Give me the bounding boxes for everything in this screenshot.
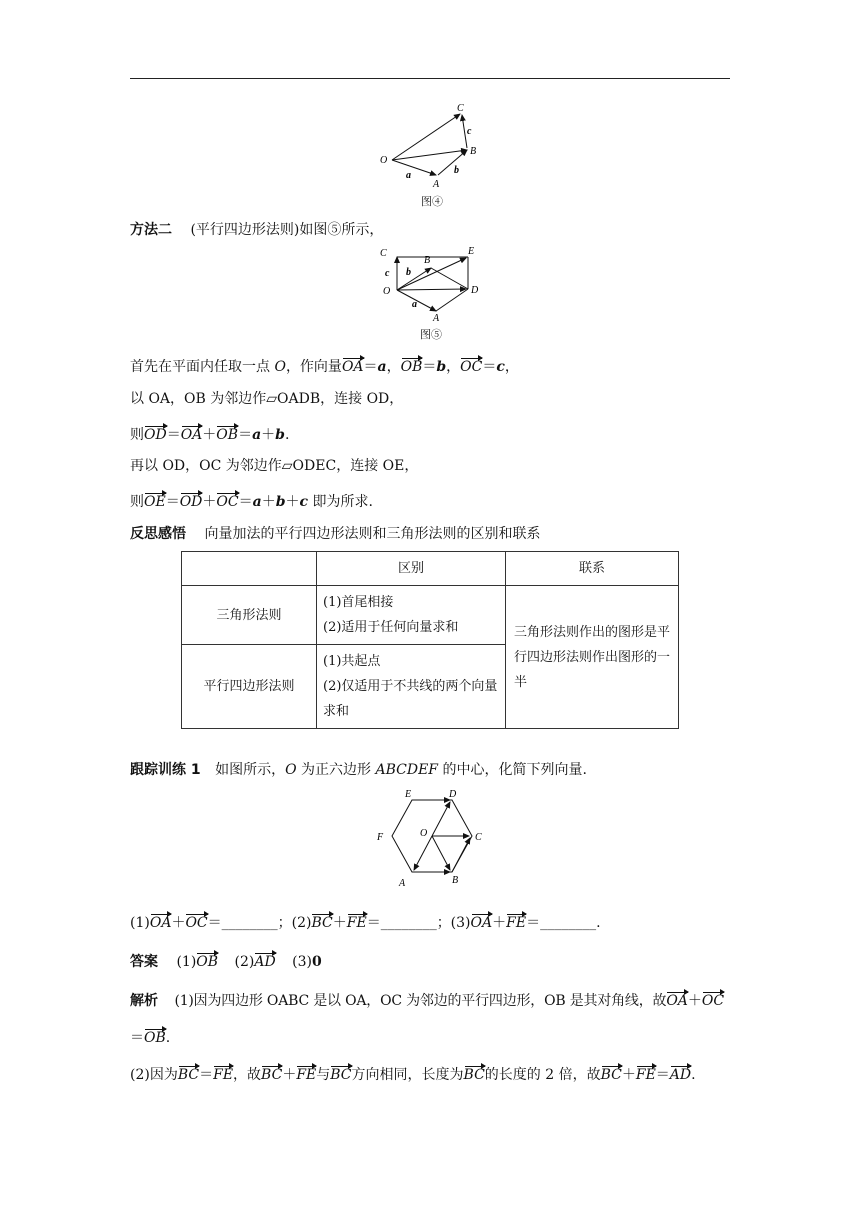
table-row-name: 平行四边形法则 [182, 645, 317, 729]
table-row-diff [317, 586, 506, 645]
analysis3-c: 与 [316, 1067, 331, 1083]
answer-2-label: (2) [234, 954, 255, 970]
step-line-5: 则OE＝OD＋OC＝a＋b＋c 即为所求. [130, 494, 373, 510]
step-line-4: 再以 OD，OC 为邻边作▱ODEC，连接 OE， [130, 458, 419, 474]
hex-label-a: A [399, 878, 406, 888]
step1-text-a: 首先在平面内任取一点 [130, 359, 275, 375]
table-row-diff [317, 645, 506, 729]
answer-3-label: (3) [292, 954, 312, 970]
fig5-label-e: E [468, 246, 475, 257]
step1-point-o: O [274, 359, 286, 375]
step-line-2: 以 OA，OB 为邻边作▱OADB，连接 OD， [130, 391, 404, 407]
fig4-label-c: C [457, 103, 464, 114]
top-rule [130, 78, 730, 79]
step5-prefix: 则 [130, 494, 144, 510]
fig4-vec-b: b [454, 165, 459, 176]
fig4-caption: 图④ [421, 195, 443, 208]
analysis3-b: ，故 [233, 1067, 262, 1083]
fig4-vec-a: a [406, 170, 411, 181]
step3-prefix: 则 [130, 427, 144, 443]
exercise-title: 跟踪训练 1 [130, 762, 201, 778]
answer-3-zero: 0 [312, 954, 322, 970]
fig5-label-a: A [433, 313, 440, 323]
hex-label-b: B [452, 875, 459, 886]
exercise-line [130, 759, 587, 779]
blank-2: ________ [380, 915, 437, 931]
diff-item: (1)首尾相接 [323, 595, 394, 610]
fig5-label-c: C [380, 248, 387, 259]
fig4-vec-c: c [467, 126, 472, 137]
diff-item: (1)共起点 [323, 654, 381, 669]
analysis-line-3: (2)因为BC＝FE，故BC＋FE与BC方向相同，长度为BC的长度的 2 倍，故BC＋FE＝AD. [130, 1067, 696, 1083]
hex-label-f: F [377, 832, 384, 843]
diff-item: (2)仅适用于不共线的两个向量求和 [323, 679, 498, 719]
step5-suffix: 即为所求. [312, 494, 373, 510]
table-header-relation: 联系 [506, 552, 679, 586]
table-row-name: 三角形法则 [182, 586, 317, 645]
answer-title: 答案 [130, 954, 158, 970]
hexagon-figure [372, 788, 492, 888]
analysis3-d: 方向相同，长度为 [351, 1067, 464, 1083]
fig5-caption: 图⑤ [420, 328, 442, 341]
fig5-label-o: O [383, 286, 391, 297]
method2-text: (平行四边形法则)如图⑤所示， [190, 222, 384, 238]
diff-item: (2)适用于任何向量求和 [323, 620, 459, 635]
fig5-vec-c: c [385, 268, 390, 279]
method2-line [130, 219, 383, 239]
reflection-text: 向量加法的平行四边形法则和三角形法则的区别和联系 [204, 526, 541, 542]
hex-label-c: C [475, 832, 482, 843]
analysis-text-1: (1)因为四边形 OABC 是以 OA，OC 为邻边的平行四边形，OB 是其对角线，故 [174, 993, 667, 1009]
analysis-title: 解析 [130, 993, 158, 1009]
fig5-vec-b: b [406, 267, 411, 278]
fig5-vec-a: a [412, 299, 417, 310]
fig5-label-b: B [424, 255, 431, 266]
reflection-line [130, 523, 540, 543]
table-header-blank [182, 552, 317, 586]
method2-title: 方法二 [130, 222, 172, 238]
fig4-label-b: B [470, 146, 477, 157]
blank-1: ________ [221, 915, 278, 931]
hex-label-o: O [420, 828, 428, 839]
answer-line: 答案 (1)OB (2)AD (3)0 [130, 954, 322, 970]
exercise-text-b: 为正六边形 [296, 762, 376, 778]
hex-label-d: D [449, 789, 457, 800]
analysis-line-2: ＝OB. [130, 1030, 171, 1046]
exercise-text-a: 如图所示， [215, 762, 286, 778]
comparison-table [181, 551, 679, 729]
answer-1-label: (1) [176, 954, 197, 970]
step-line-1: 首先在平面内任取一点 O，作向量OA＝a，OB＝b，OC＝c， [130, 359, 519, 375]
exercise-hexagon-name: ABCDEF [375, 762, 438, 778]
fig5-label-d: D [471, 285, 479, 296]
questions-line: (1)OA＋OC＝________；(2)BC＋FE＝________；(3)OA＋FE＝________. [130, 915, 601, 931]
table-header-row [182, 552, 679, 586]
blank-3: ________ [540, 915, 597, 931]
step1-text-b: ，作向量 [285, 359, 342, 375]
table-relation: 三角形法则作出的图形是平行四边形法则作出图形的一半 [506, 586, 679, 729]
table-row [182, 586, 679, 645]
analysis3-e: 的长度的 2 倍，故 [484, 1067, 601, 1083]
fig4-label-o: O [380, 155, 388, 166]
analysis-line-1: 解析 (1)因为四边形 OABC 是以 OA，OC 为邻边的平行四边形，OB 是其对角线，故OA＋OC [130, 993, 725, 1009]
table-header-diff: 区别 [317, 552, 506, 586]
exercise-point-o: O [285, 762, 297, 778]
reflection-title: 反思感悟 [130, 526, 186, 542]
analysis3-a: (2)因为 [130, 1067, 178, 1083]
exercise-text-c: 的中心，化简下列向量. [438, 762, 587, 778]
figure-5 [376, 243, 488, 323]
hex-label-e: E [405, 789, 412, 800]
fig4-label-a: A [433, 179, 440, 190]
step-line-3: 则OD＝OA＋OB＝a＋b. [130, 427, 290, 443]
figure-4 [370, 98, 490, 190]
